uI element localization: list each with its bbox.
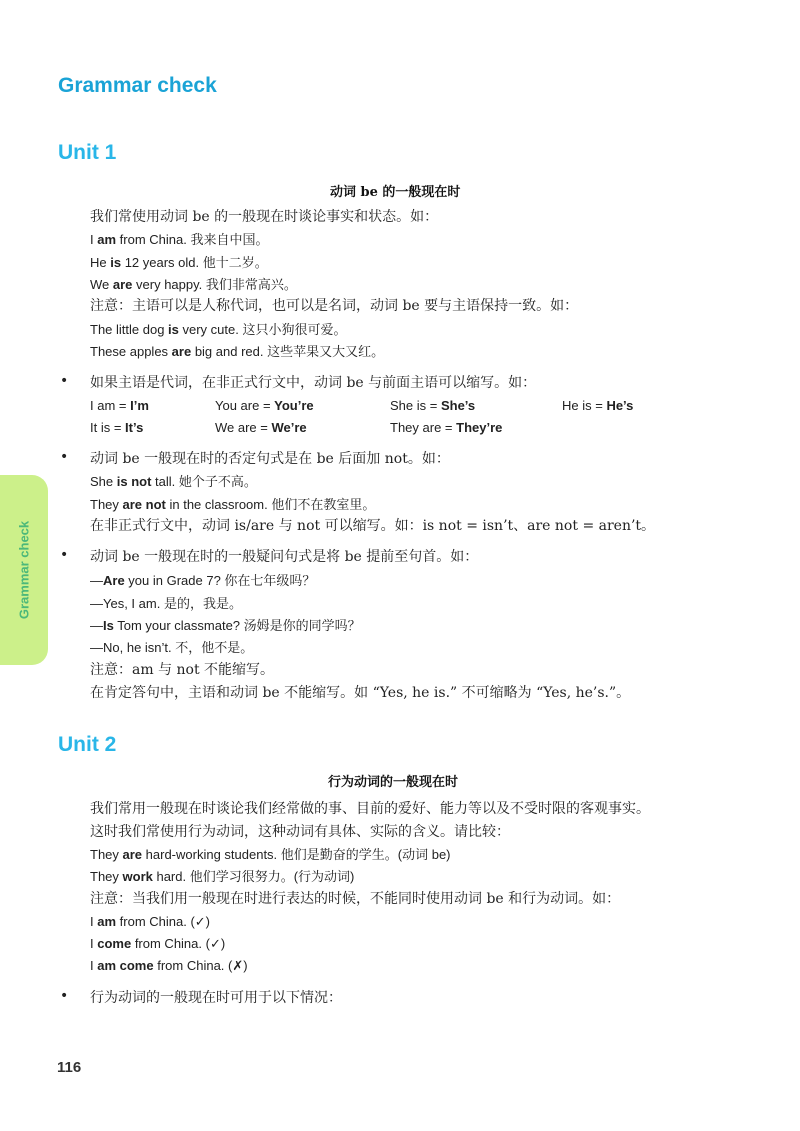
unit1-example: We are very happy. 我们非常高兴。	[90, 277, 297, 292]
unit1-example: He is 12 years old. 他十二岁。	[90, 255, 268, 270]
unit1-example: These apples are big and red. 这些苹果又大又红。	[90, 344, 385, 359]
contraction: You are = You’re	[215, 398, 314, 413]
unit1-example: She is not tall. 她个子不高。	[90, 474, 257, 489]
unit1-example: —Are you in Grade 7? 你在七年级吗？	[90, 573, 316, 588]
unit2-intro: 我们常用一般现在时谈论我们经常做的事、目前的爱好、能力等以及不受时限的客观事实。	[90, 801, 650, 817]
unit1-example: —Yes, I am. 是的，我是。	[90, 596, 242, 611]
unit1-section-title: 动词 be 的一般现在时	[330, 185, 461, 200]
unit1-bullet2: 动词 be 一般现在时的否定句式是在 be 后面加 not。如：	[90, 451, 450, 467]
unit1-title: Unit 1	[58, 141, 117, 164]
unit1-bullet3: 动词 be 一般现在时的一般疑问句式是将 be 提前至句首。如：	[90, 549, 479, 565]
unit1-example: —Is Tom your classmate? 汤姆是你的同学吗？	[90, 618, 361, 633]
unit2-example: They work hard. 他们学习很努力。(行为动词)	[90, 869, 355, 884]
contraction: They are = They’re	[390, 420, 503, 435]
contraction: I am = I’m	[90, 398, 149, 413]
contraction: We are = We’re	[215, 420, 307, 435]
contraction: It is = It’s	[90, 420, 144, 435]
unit2-example: They are hard-working students. 他们是勤奋的学生。(动词 be)	[90, 847, 451, 862]
bullet-point: •	[60, 449, 69, 465]
unit2-example: I am come from China. (✗)	[90, 958, 248, 973]
unit1-example: The little dog is very cute. 这只小狗很可爱。	[90, 322, 347, 337]
unit2-bullet1: 行为动词的一般现在时可用于以下情况：	[90, 990, 342, 1006]
unit2-note: 注意：当我们用一般现在时进行表达的时候，不能同时使用动词 be 和行为动词。如：	[90, 891, 621, 907]
side-tab-label: Grammar check	[16, 520, 32, 620]
bullet-point: •	[60, 547, 69, 563]
unit2-example: I come from China. (✓)	[90, 936, 226, 951]
bullet-point: •	[60, 373, 69, 389]
unit2-intro: 这时我们常使用行为动词，这种动词有具体、实际的含义。请比较：	[90, 824, 510, 840]
page-number: 116	[57, 1059, 82, 1076]
contraction: He is = He’s	[562, 398, 634, 413]
unit2-example: I am from China. (✓)	[90, 914, 210, 929]
page-title: Grammar check	[58, 74, 217, 97]
unit1-example: I am from China. 我来自中国。	[90, 232, 269, 247]
unit1-bullet1: 如果主语是代词，在非正式行文中，动词 be 与前面主语可以缩写。如：	[90, 375, 537, 391]
unit1-example: They are not in the classroom. 他们不在教室里。	[90, 497, 376, 512]
unit1-note: 注意：主语可以是人称代词，也可以是名词，动词 be 要与主语保持一致。如：	[90, 298, 579, 314]
unit2-section-title: 行为动词的一般现在时	[328, 775, 459, 790]
unit1-note: 在肯定答句中，主语和动词 be 不能缩写。如 “Yes, he is.” 不可缩略为 “Yes, he’s.”。	[90, 685, 631, 701]
unit1-intro: 我们常使用动词 be 的一般现在时谈论事实和状态。如：	[90, 209, 439, 225]
unit1-note: 在非正式行文中，动词 is/are 与 not 可以缩写。如：is not = isn’t、are not = aren’t。	[90, 518, 656, 534]
unit2-title: Unit 2	[58, 733, 117, 756]
unit1-note: 注意：am 与 not 不能缩写。	[90, 662, 275, 678]
bullet-point: •	[60, 988, 69, 1004]
unit1-example: —No, he isn’t. 不，他不是。	[90, 640, 254, 655]
contraction: She is = She’s	[390, 398, 476, 413]
